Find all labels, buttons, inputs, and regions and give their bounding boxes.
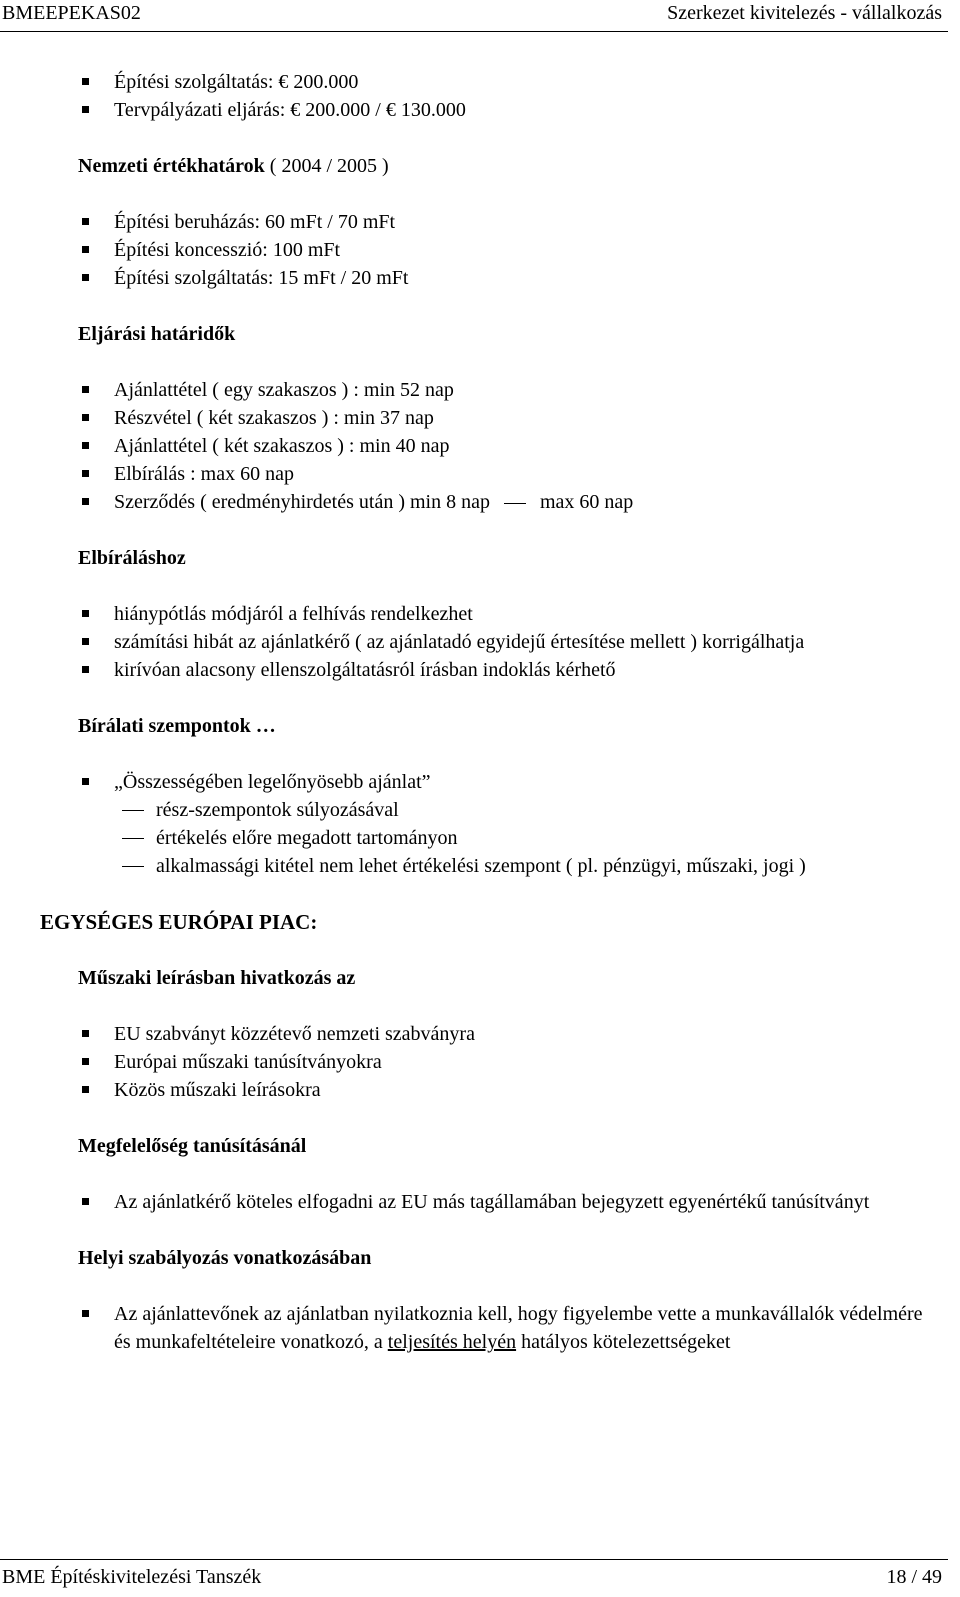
list-item: Közös műszaki leírásokra: [78, 1076, 928, 1104]
list-item: Elbírálás : max 60 nap: [78, 460, 928, 488]
course-code: BMEEPEKAS02: [2, 2, 141, 24]
sub-list-item: alkalmassági kitétel nem lehet értékelési szempont ( pl. pénzügyi, műszaki, jogi ): [122, 852, 928, 880]
list-item: Az ajánlattevőnek az ajánlatban nyilatkoznia kell, hogy figyelembe vette a munkavállalók védelmére és munkafeltételeire vonatkozó, a teljesítés helyén hatályos kötelezettségeket: [78, 1300, 928, 1356]
section-heading-biralati: Bírálati szempontok …: [78, 715, 276, 737]
threshold-list-national: [78, 208, 928, 292]
page-number: 18 / 49: [886, 1566, 942, 1588]
section-heading-megfeleloseg: Megfelelőség tanúsításánál: [78, 1135, 307, 1157]
section-heading-nemzeti: Nemzeti értékhatárok ( 2004 / 2005 ): [78, 155, 389, 177]
list-item: Az ajánlatkérő köteles elfogadni az EU más tagállamában bejegyzett egyenértékű tanúsítványt: [78, 1188, 928, 1216]
sub-list-item: értékelés előre megadott tartományon: [122, 824, 928, 852]
list-item: Építési szolgáltatás: 15 mFt / 20 mFt: [78, 264, 928, 292]
list-item: EU szabványt közzétevő nemzeti szabványra: [78, 1020, 928, 1048]
list-item: Építési koncesszió: 100 mFt: [78, 236, 928, 264]
list-item: Európai műszaki tanúsítványokra: [78, 1048, 928, 1076]
sub-list-item: rész-szempontok súlyozásával: [122, 796, 928, 824]
list-item: számítási hibát az ajánlatkérő ( az ajánlatadó egyidejű értesítése mellett ) korrigálhatja: [78, 628, 928, 656]
dash-separator: [504, 503, 526, 504]
deadline-list: [78, 376, 928, 516]
list-item: hiánypótlás módjáról a felhívás rendelkezhet: [78, 600, 928, 628]
conformity-list: [78, 1188, 928, 1216]
page-content: [40, 68, 928, 1356]
section-heading-hataridok: Eljárási határidők: [78, 323, 236, 345]
list-item: Építési szolgáltatás: € 200.000: [78, 68, 928, 96]
section-heading-helyi: Helyi szabályozás vonatkozásában: [78, 1247, 372, 1269]
local-regulation-list: [78, 1300, 928, 1356]
department-name: BME Építéskivitelezési Tanszék: [2, 1566, 262, 1588]
section-heading-egyseges: EGYSÉGES EURÓPAI PIAC:: [40, 910, 318, 934]
list-item: kirívóan alacsony ellenszolgáltatásról írásban indoklás kérhető: [78, 656, 928, 684]
document-title: Szerkezet kivitelezés - vállalkozás: [667, 2, 942, 24]
list-item: „Összességében legelőnyösebb ajánlat”: [78, 768, 928, 796]
evaluation-list: [78, 600, 928, 684]
list-item: Ajánlattétel ( két szakaszos ) : min 40 nap: [78, 432, 928, 460]
underlined-phrase: teljesítés helyén: [387, 1331, 517, 1353]
list-item: Tervpályázati eljárás: € 200.000 / € 130.000: [78, 96, 928, 124]
page-header: [0, 0, 960, 30]
technical-reference-list: [78, 1020, 928, 1104]
list-item: Részvétel ( két szakaszos ) : min 37 nap: [78, 404, 928, 432]
threshold-list-eu: [78, 68, 928, 124]
header-rule: [0, 31, 948, 32]
criteria-sub-list: [78, 796, 928, 880]
list-item: Szerződés ( eredményhirdetés után ) min 8 nap max 60 nap: [78, 488, 928, 516]
criteria-list: [78, 768, 928, 796]
footer-rule: [0, 1559, 948, 1560]
list-item: Építési beruházás: 60 mFt / 70 mFt: [78, 208, 928, 236]
section-heading-muszaki: Műszaki leírásban hivatkozás az: [78, 967, 356, 989]
section-heading-elbiralas: Elbíráláshoz: [78, 547, 186, 569]
list-item: Ajánlattétel ( egy szakaszos ) : min 52 nap: [78, 376, 928, 404]
